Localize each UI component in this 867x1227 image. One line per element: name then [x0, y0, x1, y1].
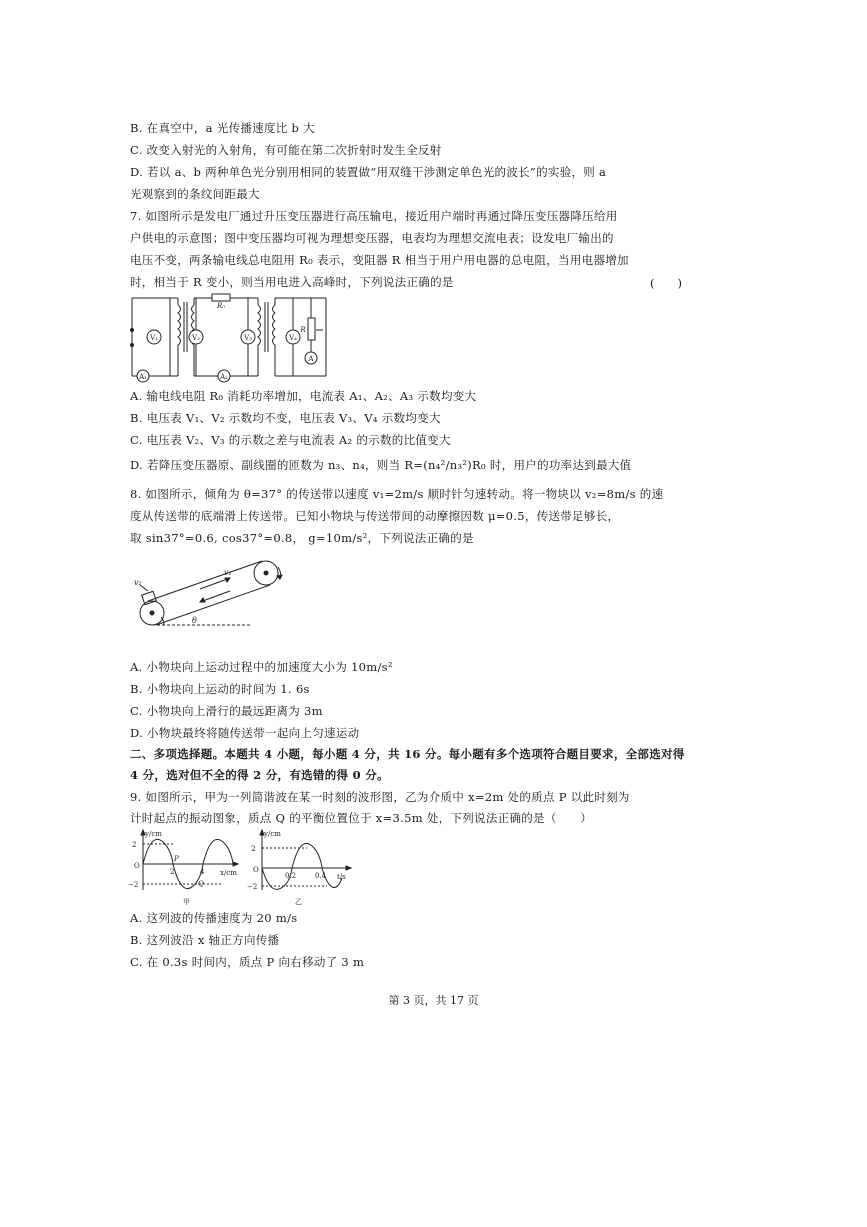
- q7-stem-4: 时，相当于 R 变小，则当用电进入高峰时，下列说法正确的是: [130, 275, 454, 289]
- belt-theta-label: θ: [192, 616, 197, 625]
- yi-ylabel: y/cm: [264, 830, 281, 838]
- q6-option-b: B. 在真空中，a 光传播速度比 b 大: [130, 121, 315, 135]
- q8-stem-1: 8. 如图所示，倾角为 θ=37° 的传送带以速度 v₁=2m/s 顺时针匀速转动。将一物块以 v₂=8m/s 的速: [130, 487, 664, 501]
- section-2-heading-cont: 4 分，选对但不全的得 2 分，有选错的得 0 分。: [130, 768, 389, 782]
- wave-graph-jia: [128, 828, 243, 908]
- q9-stem-2: 计时起点的振动图象，质点 Q 的平衡位置位于 x=3.5m 处，下列说法正确的是（ ）: [130, 811, 593, 825]
- q6-option-d: D. 若以 a、b 两种单色光分别用相同的装置做“用双缝干涉测定单色光的波长”的实验，则 a: [130, 165, 607, 179]
- q7-stem-3: 电压不变，两条输电线总电阻用 R₀ 表示，变阻器 R 相当于用户用电器的总电阻，当用电器增加: [130, 253, 629, 267]
- meter-v2-label: V₂: [192, 334, 200, 342]
- belt-v1-label: v₁: [224, 568, 232, 577]
- yi-caption: 乙: [295, 898, 302, 906]
- conveyor-belt-figure: [130, 555, 295, 635]
- q8-option-a: A. 小物块向上运动过程中的加速度大小为 10m/s²: [130, 660, 393, 674]
- yi-xlabel: t/s: [337, 873, 346, 881]
- jia-caption: 甲: [183, 898, 190, 906]
- wave-graph-yi: [247, 828, 357, 908]
- q9-stem-1: 9. 如图所示，甲为一列简谐波在某一时刻的波形图，乙为介质中 x=2m 处的质点 P 以此时刻为: [130, 790, 630, 804]
- q7-answer-paren: ( ): [650, 276, 682, 290]
- jia-ylabel: y/cm: [145, 830, 162, 838]
- jia-origin: O: [134, 862, 140, 870]
- jia-y-top: 2: [132, 841, 137, 849]
- q9-option-c: C. 在 0.3s 时间内，质点 P 向右移动了 3 m: [130, 955, 365, 969]
- meter-a1-label: A₁: [139, 373, 147, 381]
- transmission-circuit-figure: [128, 290, 333, 385]
- section-2-heading: 二、多项选择题。本题共 4 小题，每小题 4 分，共 16 分。每小题有多个选项符合题目要求，全部选对得: [130, 747, 685, 761]
- q7-stem-1: 7. 如图所示是发电厂通过升压变压器进行高压输电，接近用户端时再通过降压变压器降压给用: [130, 209, 618, 223]
- jia-point-q: Q: [198, 880, 204, 888]
- q9-option-a: A. 这列波的传播速度为 20 m/s: [130, 911, 298, 925]
- yi-y-bottom: −2: [247, 883, 258, 891]
- rheostat-r-label: R: [300, 326, 306, 334]
- meter-v3-label: V₃: [244, 334, 252, 342]
- q7-option-a: A. 输电线电阻 R₀ 消耗功率增加，电流表 A₁、A₂、A₃ 示数均变大: [130, 389, 477, 403]
- jia-tick-4: 4: [200, 868, 205, 876]
- jia-xlabel: x/cm: [220, 869, 237, 877]
- q7-option-b: B. 电压表 V₁、V₂ 示数均不变，电压表 V₃、V₄ 示数均变大: [130, 411, 441, 425]
- meter-a2-label: A₂: [220, 373, 228, 381]
- q8-stem-2: 度从传送带的底端滑上传送带。已知小物块与传送带间的动摩擦因数 μ=0.5，传送带足够长，: [130, 509, 620, 523]
- q7-option-d: D. 若降压变压器原、副线圈的匝数为 n₃、n₄，则当 R=(n₄²/n₃²)R₀ 时，用户的功率达到最大值: [130, 458, 632, 472]
- meter-a3-label: A: [308, 355, 314, 363]
- q6-option-d-cont: 光观察到的条纹间距最大: [130, 187, 260, 201]
- yi-origin: O: [253, 866, 259, 874]
- q6-option-c: C. 改变入射光的入射角，有可能在第二次折射时发生全反射: [130, 143, 442, 157]
- yi-tick-04: 0.4: [315, 872, 327, 880]
- meter-v1-label: V₁: [150, 334, 158, 342]
- page-footer: 第 3 页，共 17 页: [388, 994, 479, 1007]
- belt-v2-label: v₂: [134, 578, 142, 587]
- jia-tick-2: 2: [170, 868, 175, 876]
- resistor-r0-label: R₀: [216, 302, 226, 310]
- q9-option-b: B. 这列波沿 x 轴正方向传播: [130, 933, 280, 947]
- jia-y-bottom: −2: [128, 881, 139, 889]
- q7-option-c: C. 电压表 V₂、V₃ 的示数之差与电流表 A₂ 的示数的比值变大: [130, 433, 451, 447]
- q8-option-d: D. 小物块最终将随传送带一起向上匀速运动: [130, 726, 360, 740]
- q8-option-b: B. 小物块向上运动的时间为 1. 6s: [130, 682, 310, 696]
- q8-option-c: C. 小物块向上滑行的最远距离为 3m: [130, 704, 323, 718]
- yi-y-top: 2: [251, 845, 256, 853]
- meter-v4-label: V₄: [289, 334, 297, 342]
- q7-stem-2: 户供电的示意图；图中变压器均可视为理想变压器，电表均为理想交流电表；设发电厂输出的: [130, 231, 614, 245]
- jia-point-p: P: [174, 855, 179, 863]
- yi-tick-02: 0.2: [285, 872, 297, 880]
- q8-stem-3: 取 sin37°=0.6, cos37°=0.8， g=10m/s²，下列说法正确的是: [130, 531, 474, 545]
